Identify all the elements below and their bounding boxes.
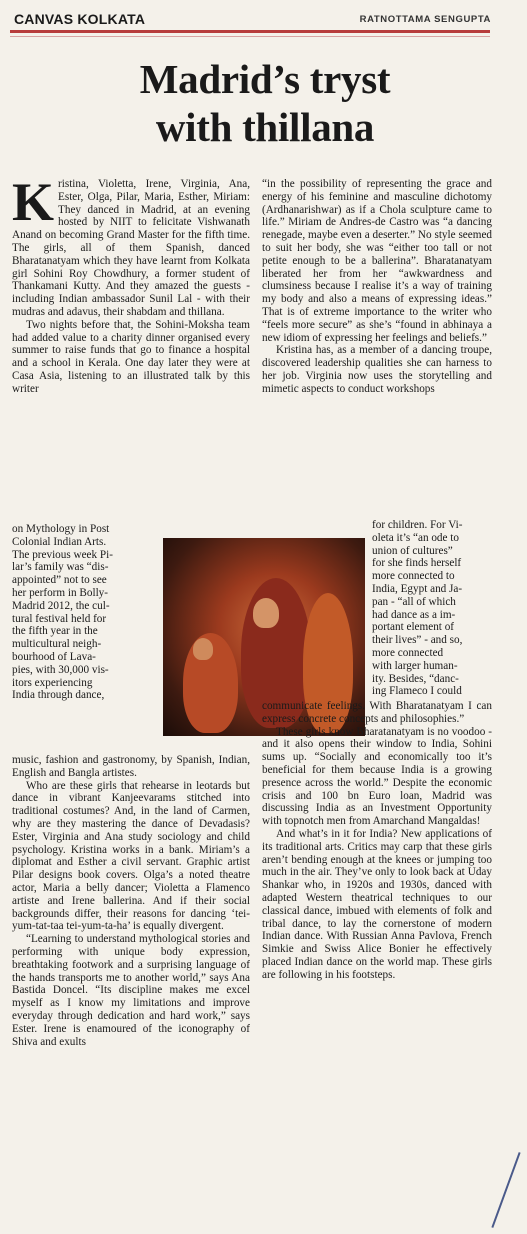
wrapped-line: bourhood of Lava- bbox=[12, 650, 96, 663]
paragraph-8: And what’s in it for India? New applications of its traditional arts. Critics may carp that these girls aren’t bending enough at the knees or jumping too much in the air. They’ve only to look back at Uday Shankar who, in 1920s and 1930s, danced with adapted Western theatrical techniques to our classical dance, imbued with elements of folk and tribal dance, to lay the cornerstone of modern Indian dance. With Russian Anna Pavlova, French Simkie and Swiss Alice Bonier he effectively placed Indian dance on the world map. These girls are following in his footsteps. bbox=[262, 827, 492, 981]
wrapped-line: with larger human- bbox=[372, 659, 458, 672]
headline-line-2: with thillana bbox=[155, 104, 375, 150]
wrapped-line: India through dance, bbox=[12, 689, 105, 702]
section-label: CANVAS KOLKATA bbox=[14, 11, 146, 27]
wrapped-line: the fifth year in the bbox=[12, 625, 98, 638]
photo-face-center bbox=[253, 598, 279, 628]
wrapped-line: union of cultures” bbox=[372, 544, 453, 557]
article-column-2 bbox=[262, 178, 492, 396]
wrapped-line: portant element of bbox=[372, 621, 455, 634]
wrapped-line: tural festival held for bbox=[12, 612, 107, 625]
paragraph-2: Two nights before that, the Sohini-Moksha team had added value to a charity dinner organised every summer to raise funds that go to finance a hospital and a school in Kerala. One day later they were at Casa Asia, listening to an illustrated talk by this writer bbox=[12, 318, 250, 395]
paragraph-1: Kristina, Violetta, Irene, Virginia, Ana, Ester, Olga, Pilar, Maria, Esther, Miriam: They danced in Madrid, at an evening hosted by NIIT to felicitate Vishwanath Anand on becoming Grand Master for the fifth time. The girls, all of them Spanish, danced Bharatanatyam which they have learnt from Kolkata girl Sohini Roy Chowdhury, a former student of Thankamani Kutty. And they amazed the guests - including Indian ambassador Sunil Lal - with their mudras and adavus, their shabdam and thillana. bbox=[12, 172, 250, 318]
headline bbox=[60, 55, 470, 151]
paragraph-4: “Learning to understand mythological stories and performing with unique body expression, breathtaking footwork and a surprising language of the hands transports me to another world,” says Ana Bastida Doncel. “Its discipline makes me excel myself as I know my limitations and improve everyday through dedication and hard work,” says Ester. Irene is enamoured of the iconography of Shiva and exults bbox=[12, 933, 250, 1048]
wrapped-line: lar’s family was “dis- bbox=[12, 561, 109, 574]
paragraph-6: Kristina has, as a member of a dancing troupe, discovered leadership qualities she can harness to her job. Virginia now uses the storytelling and mimetic aspects to conduct workshops bbox=[262, 344, 492, 395]
wrapped-line: for she finds herself bbox=[372, 557, 462, 570]
article-column-2-lower bbox=[262, 700, 492, 982]
paragraph-5: “in the possibility of representing the grace and energy of his feminine and masculine dichotomy (Ardhanarishwar) as if a Chola sculpture came to life.” Miriam de Andres-de Castro was “a dancing renegade, maybe even a deserter.” No style seemed to suit her body, she was “either too tall or not petite enough to be a ballerina”. Bharatanatyam liberated her from her “awkwardness and clumsiness because I realise it’s a way of training my body and also a means of expressing ideas.” That is of extreme importance to the writer who “feels more secure” as she’s “found in abhinaya a new idiom of expressing her feelings and beliefs.” bbox=[262, 178, 492, 344]
paragraph-7: These girls know Bharatanatyam is no voodoo - and it also opens their window to India, Sohini sums up. “Socially and economically too it’s beneficial for them because India is a growing presence across the world.” Despite the economic crisis and 100 bn Euro loan, Madrid was discussing India as an Investment Opportunity with topnotch men from Amarchand Mangaldas! bbox=[262, 725, 492, 828]
pen-mark bbox=[491, 1152, 520, 1228]
photo-wrap-text-left bbox=[12, 523, 162, 702]
wrapped-line: on Mythology in Post bbox=[12, 523, 110, 535]
wrapped-line: oleta it’s “an ode to bbox=[372, 531, 459, 544]
photo-wrap-text-right bbox=[372, 519, 492, 698]
wrapped-line: The previous week Pi- bbox=[12, 548, 113, 561]
paragraph-2-end: music, fashion and gastronomy, by Spanish, Indian, English and Bangla artistes. bbox=[12, 754, 250, 779]
wrapped-line: more connected to bbox=[372, 570, 455, 583]
wrapped-line: ity. Besides, “danc- bbox=[372, 672, 459, 685]
wrapped-line: India, Egypt and Ja- bbox=[372, 582, 463, 595]
header-rule bbox=[10, 30, 490, 33]
headline-line-1: Madrid’s tryst bbox=[139, 56, 391, 102]
article-column-1-lower bbox=[12, 754, 250, 1048]
wrapped-line: pies, with 30,000 vis- bbox=[12, 663, 109, 676]
paragraph-6-end: communicate feelings. With Bharatanatyam I can express concrete concepts and philosophies.” bbox=[262, 700, 492, 725]
wrapped-line: had dance as a im- bbox=[372, 608, 456, 621]
wrapped-line: ing Flameco I could bbox=[372, 685, 462, 698]
wrapped-line: itors experiencing bbox=[12, 676, 93, 689]
wrapped-line: multicultural neigh- bbox=[12, 638, 102, 651]
article-column-1 bbox=[12, 172, 250, 396]
drop-cap: K bbox=[12, 172, 55, 232]
wrapped-line: her perform in Bolly- bbox=[12, 586, 109, 599]
byline: RATNOTTAMA SENGUPTA bbox=[359, 14, 491, 25]
wrapped-line: Colonial Indian Arts. bbox=[12, 535, 107, 548]
wrapped-line: more connected bbox=[372, 646, 444, 659]
wrapped-line: pan - “all of which bbox=[372, 595, 456, 608]
wrapped-line: for children. For Vi- bbox=[372, 519, 463, 531]
wrapped-line: Madrid 2012, the cul- bbox=[12, 599, 110, 612]
photo-face-left bbox=[193, 638, 213, 660]
header-rule-thin bbox=[10, 36, 490, 37]
paragraph-3: Who are these girls that rehearse in leotards but dance in vibrant Kanjeevarams stitched into traditional costumes? And, in the land of Carmen, why are they mastering the dance of Devadasis? Ester, Virginia and Ana study sociology and child psychology. Kristina works in a bank. Miriam’s a diplomat and Esther a civil servant. Graphic artist Pilar designs book covers. Olga’s a noted theatre actor, Maria a belly dancer; Violetta a Flamenco artiste and Irene ballerina. And if their social backgrounds differ, their reasons for dancing ‘tei-yum-tat-taa tei-yum-ta-ha’ is equally divergent. bbox=[12, 779, 250, 933]
wrapped-line: their lives” - and so, bbox=[372, 634, 463, 647]
wrapped-line: appointed” not to see bbox=[12, 574, 107, 587]
